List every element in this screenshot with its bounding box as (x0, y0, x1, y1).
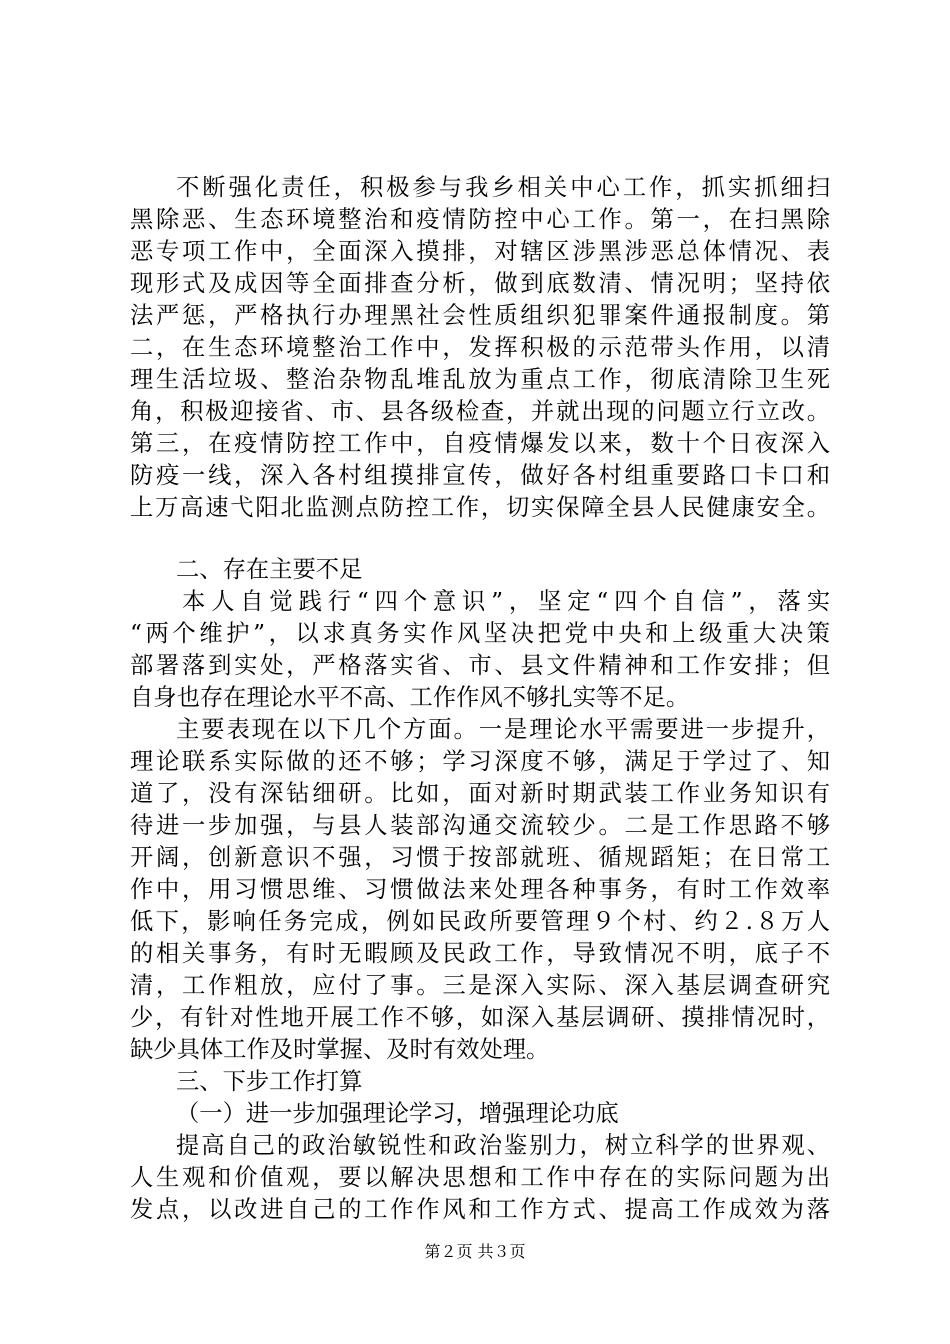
text-line: 低下，影响任务完成，例如民政所要管理９个村、约２.８万人 (130, 908, 830, 935)
text-line: 自身也存在理论水平不高、工作作风不够扎实等不足。 (130, 684, 690, 711)
document-body (130, 172, 830, 1226)
text-line: 角，积极迎接省、市、县各级检查，并就出现的问题立行立改。 (130, 398, 830, 425)
text-line: 恶专项工作中，全面深入摸排，对辖区涉黑涉恶总体情况、表 (130, 238, 830, 265)
paragraph-responsibility (130, 172, 830, 524)
paragraph-gap (130, 524, 830, 554)
text-line: 开阔，创新意识不强，习惯于按部就班、循规蹈矩；在日常工 (130, 844, 830, 871)
text-line: 第三，在疫情防控工作中，自疫情爆发以来，数十个日夜深入 (130, 430, 830, 457)
section-heading-shortcomings: 二、存在主要不足 (176, 556, 363, 583)
text-line: 提高自己的政治敏锐性和政治鉴别力，树立科学的世界观、 (176, 1132, 830, 1159)
subsection-heading-theory-study: （一）进一步加强理论学习，增强理论功底 (176, 1100, 619, 1127)
page-number-footer: 第２页 共３页 (424, 1242, 526, 1261)
text-line: “两个维护”，以求真务实作风坚决把党中央和上级重大决策 (130, 620, 830, 647)
paragraph-political-awareness (130, 1130, 830, 1226)
text-line: 主要表现在以下几个方面。一是理论水平需要进一步提升， (176, 716, 830, 743)
text-line: 本人自觉践行“四个意识”，坚定“四个自信”，落实 (182, 588, 830, 615)
text-line: 现形式及成因等全面排查分析，做到底数清、情况明；坚持依 (130, 270, 830, 297)
text-line: 道了，没有深钻细研。比如，面对新时期武装工作业务知识有 (130, 780, 830, 807)
section-heading-next-steps: 三、下步工作打算 (176, 1068, 363, 1095)
paragraph-main-issues (130, 714, 830, 1066)
text-line: 上万高速弋阳北监测点防控工作，切实保障全县人民健康安全。 (130, 494, 830, 521)
text-line: 人生观和价值观，要以解决思想和工作中存在的实际问题为出 (130, 1164, 830, 1191)
text-line: 的相关事务，有时无暇顾及民政工作，导致情况不明，底子不 (130, 940, 830, 967)
text-line: 清，工作粗放，应付了事。三是深入实际、深入基层调查研究 (130, 972, 830, 999)
text-line: 不断强化责任，积极参与我乡相关中心工作，抓实抓细扫 (176, 174, 830, 201)
text-line: 法严惩，严格执行办理黑社会性质组织犯罪案件通报制度。第 (130, 302, 830, 329)
text-line: 二，在生态环境整治工作中，发挥积极的示范带头作用，以清 (130, 334, 830, 361)
text-line: 理论联系实际做的还不够；学习深度不够，满足于学过了、知 (130, 748, 830, 775)
paragraph-self-assessment (130, 586, 830, 714)
text-line: 黑除恶、生态环境整治和疫情防控中心工作。第一，在扫黑除 (130, 206, 830, 233)
text-line: 防疫一线，深入各村组摸排宣传，做好各村组重要路口卡口和 (130, 462, 830, 489)
text-line: 待进一步加强，与县人装部沟通交流较少。二是工作思路不够 (130, 812, 830, 839)
text-line: 理生活垃圾、整治杂物乱堆乱放为重点工作，彻底清除卫生死 (130, 366, 830, 393)
text-line: 缺少具体工作及时掌握、及时有效处理。 (130, 1036, 550, 1063)
text-line: 作中，用习惯思维、习惯做法来处理各种事务，有时工作效率 (130, 876, 830, 903)
text-line: 发点，以改进自己的工作作风和工作方式、提高工作成效为落 (130, 1196, 830, 1223)
text-line: 部署落到实处，严格落实省、市、县文件精神和工作安排；但 (130, 652, 830, 679)
text-line: 少，有针对性地开展工作不够，如深入基层调研、摸排情况时， (130, 1004, 830, 1031)
